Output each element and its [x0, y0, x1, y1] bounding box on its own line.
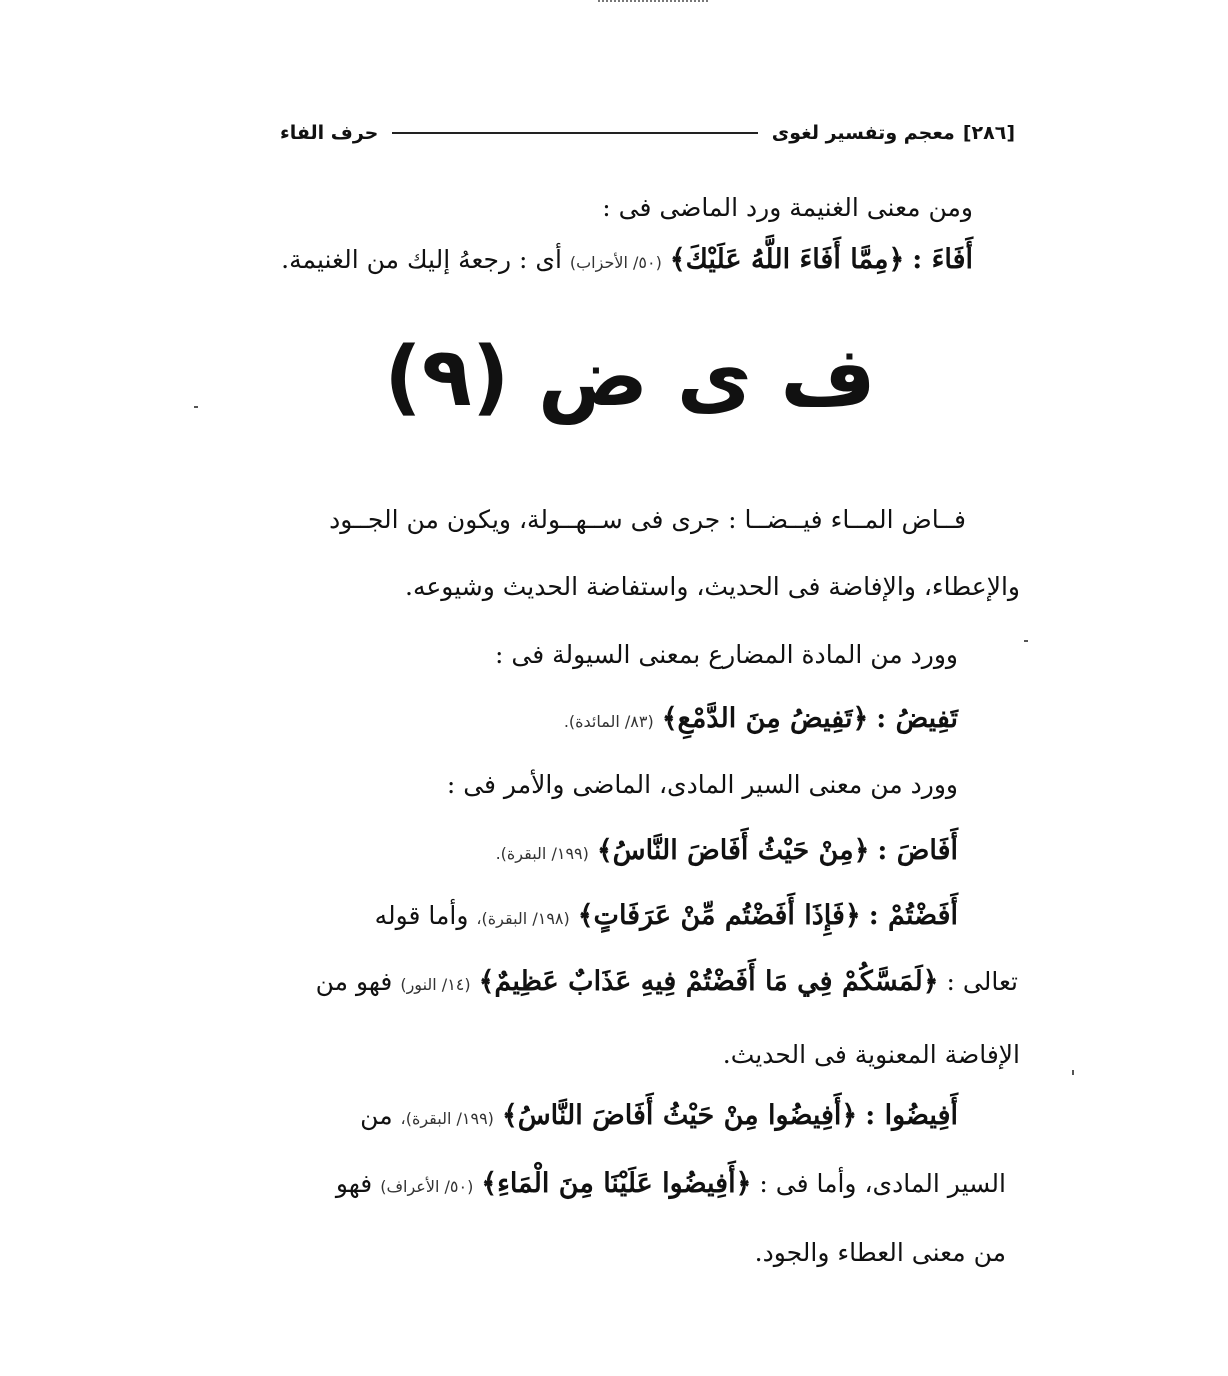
entry-lamassakum — [316, 966, 1018, 997]
body-text: السير المادى، وأما فى : — [759, 1169, 1006, 1198]
quran-quote: ﴿مِنْ حَيْثُ أَفَاضَ النَّاسُ﴾ — [596, 835, 870, 866]
entry-lamassakum-line-2 — [723, 1040, 1020, 1069]
scan-speck — [1072, 1070, 1074, 1075]
entry-afidu-line-3 — [755, 1238, 1006, 1267]
paragraph-1-line-2 — [405, 572, 1020, 601]
entry-tafid — [564, 703, 958, 734]
intro-text: ومن معنى الغنيمة ورد الماضى فى : — [602, 193, 973, 222]
body-text: فهو من — [315, 967, 393, 996]
entry-afidu — [360, 1100, 958, 1131]
root-heading: ف ى ض (٩) — [384, 330, 876, 425]
verse-reference: (١٩٩/ البقرة). — [495, 844, 589, 863]
quran-quote: ﴿أَفِيضُوا عَلَيْنَا مِنَ الْمَاءِ﴾ — [481, 1168, 752, 1199]
section-title: حرف الفاء — [280, 122, 379, 144]
quran-quote: ﴿فَإِذَا أَفَضْتُم مِّنْ عَرَفَاتٍ﴾ — [577, 900, 861, 931]
paragraph-3 — [447, 770, 958, 799]
quran-quote: ﴿تَفِيضُ مِنَ الدَّمْعِ﴾ — [661, 703, 869, 734]
body-text: والإعطاء، والإفاضة فى الحديث، واستفاضة الحديث وشيوعه. — [405, 572, 1020, 601]
entry-afada — [496, 835, 958, 866]
body-text: فــاض المــاء فيــضــا : جرى فى ســهــولة، ويكون من الجــود — [329, 505, 966, 534]
body-text: وورد من المادة المضارع بمعنى السيولة فى : — [495, 640, 958, 669]
body-text: الإفاضة المعنوية فى الحديث. — [722, 1040, 1020, 1069]
gloss-text: أى : رجعهُ إليك من الغنيمة. — [281, 245, 562, 274]
quran-quote: ﴿أَفِيضُوا مِنْ حَيْثُ أَفَاضَ النَّاسُ﴾ — [501, 1100, 858, 1131]
body-text: فهو — [335, 1169, 373, 1198]
entry-word: أَفَاءَ : — [912, 244, 973, 275]
entry-afadtum — [375, 900, 958, 931]
body-text: وأما قوله — [374, 901, 469, 930]
entry-word: أَفِيضُوا : — [865, 1100, 958, 1131]
entry-afidu-line-2 — [336, 1168, 1006, 1199]
verse-reference: (٥٠/ الأعراف) — [380, 1177, 474, 1196]
page-header — [280, 118, 1015, 148]
paragraph-1-line-1 — [329, 505, 966, 534]
body-text: من — [360, 1101, 393, 1130]
scan-speck — [194, 406, 198, 408]
verse-reference: (١٤/ النور) — [400, 975, 471, 994]
verse-reference: (٥٠/ الأحزاب) — [569, 253, 662, 272]
intro-entry — [281, 244, 973, 275]
page-number: [٢٨٦] — [962, 122, 1015, 144]
body-text: وورد من معنى السير المادى، الماضى والأمر فى : — [446, 770, 958, 799]
intro-line-1 — [602, 193, 973, 222]
body-text: من معنى العطاء والجود. — [754, 1238, 1006, 1267]
scan-speck — [1024, 640, 1028, 642]
entry-word: تَفِيضُ : — [876, 703, 958, 734]
verse-reference: (١٩٩/ البقرة)، — [400, 1109, 494, 1128]
book-title: معجم وتفسير لغوى — [771, 122, 955, 144]
scan-mark — [598, 0, 708, 6]
verse-reference: (١٩٨/ البقرة)، — [476, 909, 570, 928]
paragraph-2 — [495, 640, 958, 669]
entry-word: أَفَاضَ : — [877, 835, 958, 866]
header-rule — [392, 132, 757, 134]
quran-quote: ﴿لَمَسَّكُمْ فِي مَا أَفَضْتُمْ فِيهِ عَذَابٌ عَظِيمٌ﴾ — [478, 966, 939, 997]
quran-quote: ﴿مِمَّا أَفَاءَ اللَّهُ عَلَيْكَ﴾ — [669, 244, 905, 275]
entry-word: أَفَضْتُمْ : — [868, 900, 958, 931]
verse-reference: (٨٣/ المائدة). — [563, 712, 654, 731]
body-text: تعالى : — [946, 967, 1018, 996]
